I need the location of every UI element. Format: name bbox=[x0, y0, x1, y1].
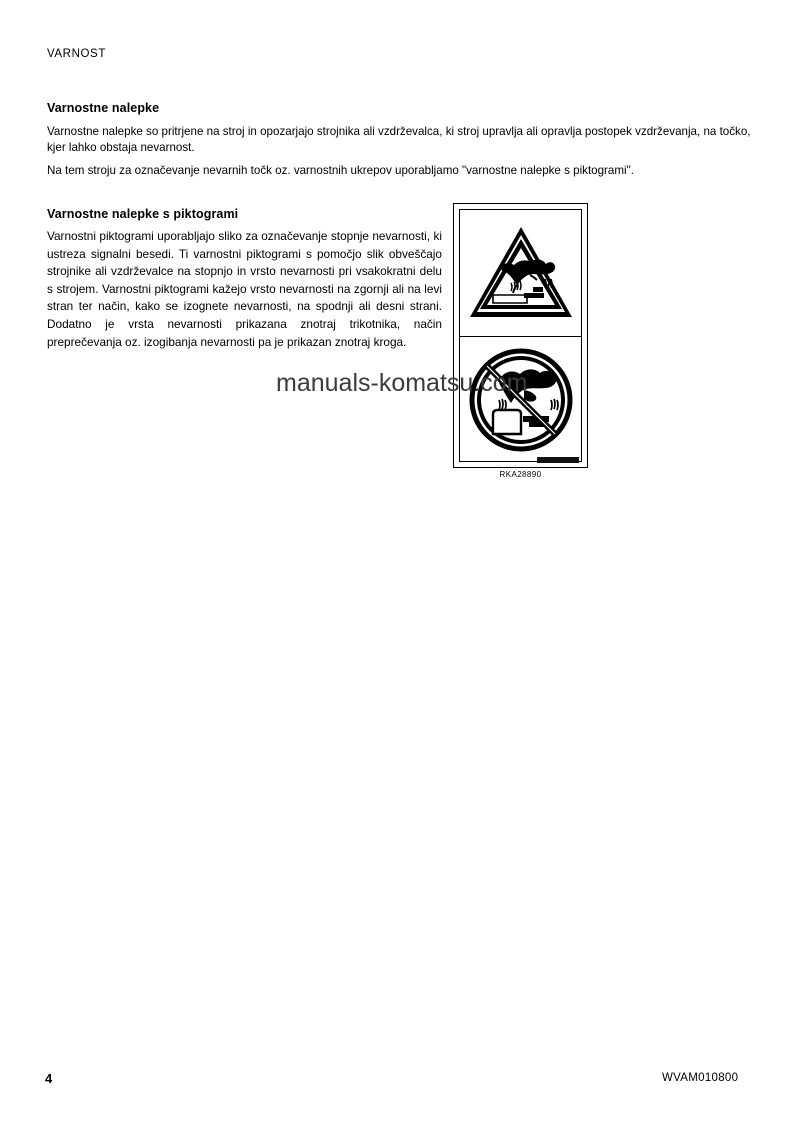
paragraph-safety-labels-2: Na tem stroju za označevanje nevarnih točk oz. varnostnih ukrepov uporabljamo "varnostne nalepke s piktogrami". bbox=[47, 164, 634, 177]
prohibition-circle-no-touch-icon bbox=[469, 348, 573, 452]
warning-triangle-hot-surface-icon bbox=[467, 223, 575, 323]
section-heading-pictogram-labels: Varnostne nalepke s piktogrami bbox=[47, 207, 239, 221]
figure-top-panel bbox=[459, 210, 582, 336]
footer-page-number: 4 bbox=[45, 1071, 53, 1086]
footer-document-code: WVAM010800 bbox=[662, 1072, 739, 1084]
paragraph-pictogram-labels-1: Varnostni piktogrami uporabljajo sliko za označevanje stopnje nevarnosti, ki ustreza signalni besedi. Ti varnostni piktogrami s pomočjo slik obveščajo strojnike ali vzdrževalce na stopnjo in vrsto nevarnosti pri vsakokratni delu s strojem. Varnostni piktogrami kažejo vrsto nevarnosti na zgornji ali na levi stran ter način, kako se izognete nevarnosti, na spodnji ali desni strani. Dodatno je vrsta nevarnosti prikazana znotraj trikotnika, način preprečevanja oz. izogibanja nevarnosti pa je prikazan znotraj kroga. bbox=[47, 229, 442, 349]
safety-label-figure bbox=[453, 203, 588, 468]
figure-bottom-panel bbox=[459, 337, 582, 462]
section-heading-safety-labels: Varnostne nalepke bbox=[47, 101, 160, 115]
watermark: manuals-komatsu.com bbox=[276, 369, 528, 397]
label-part-number-strip bbox=[537, 457, 579, 463]
paragraph-safety-labels-1: Varnostne nalepke so pritrjene na stroj in opozarjajo strojnika ali vzdrževalca, ki stroj upravlja ali opravlja postopek vzdrževanja, na točko, kjer lahko obstaja nevarnost. bbox=[47, 125, 751, 154]
figure-caption: RKA28890 bbox=[499, 470, 542, 479]
running-header: VARNOST bbox=[47, 48, 106, 60]
